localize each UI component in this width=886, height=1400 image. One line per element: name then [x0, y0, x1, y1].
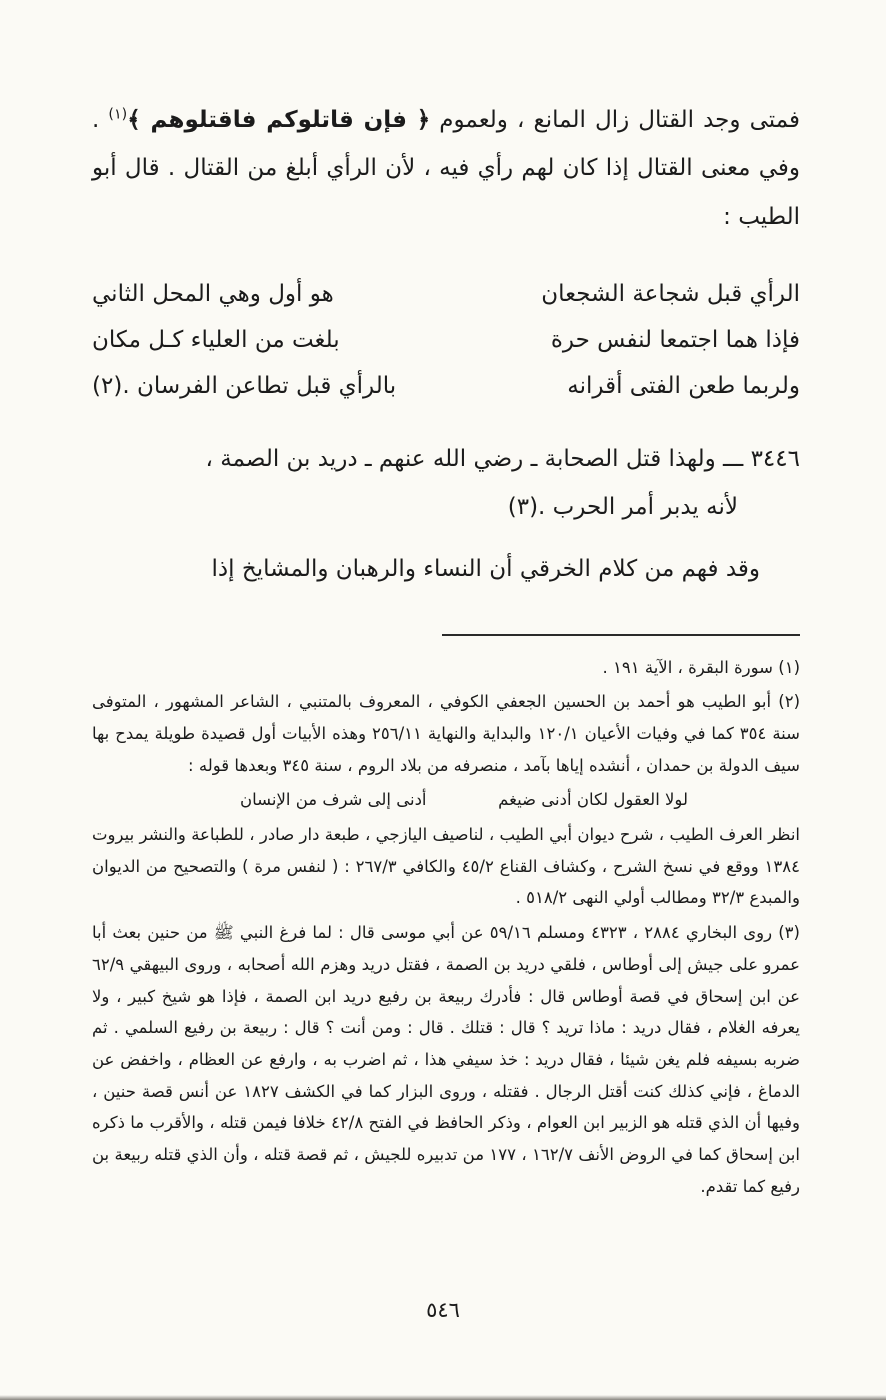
poem-row	[92, 271, 800, 317]
main-text	[92, 96, 800, 594]
footnote-3: (٣) روى البخاري ٢٨٨٤ ، ٤٣٢٣ ومسلم ٥٩/١٦ عن أبي موسى قال : لما فرغ النبي ﷺ من حنين بعث أبا عمرو على جيش إلى أوطاس ، فلقي دريد بن الصمة ، فقتل دريد وهزم الله أصحابه ، وروى البيهقي ٦٢/٩ عن ابن إسحاق في قصة أوطاس قال : فأدرك ربيعة بن رفيع دريد ابن الصمة ، فإذا هو شيخ كبير ، ولا يعرفه الغلام ، فقال دريد : ماذا تريد ؟ قال : قتلك . قال : ومن أنت ؟ قال : ربيعة بن رفيع السلمي . ثم ضربه بسيفه فلم يغن شيئا ، فقال دريد : خذ سيفي هذا ، ثم اضرب به ، وارفع عن العظام ، واخفض عن الدماغ ، فإني كذلك كنت أقتل الرجال . فقتله ، وروى البزار كما في الكشف ١٨٢٧ عن أنس قصة حنين ، وفيها أن الذي قتله هو الزبير ابن العوام ، وذكر الحافظ في الفتح ٤٢/٨ خلافا فيمن قتله ، والأقرب ما ذكره ابن إسحاق كما في الروض الأنف ١٦٢/٧ ، ١٧٧ من تدبيره للجيش ، ثم قصة قتله ، وأن الذي قتله ربيعة بن رفيع كما تقدم.	[92, 923, 800, 1196]
footnote-separator	[442, 634, 800, 636]
footnote-2: (٢) أبو الطيب هو أحمد بن الحسين الجعفي الكوفي ، المعروف بالمتنبي ، الشاعر المشهور ، المتوفى سنة ٣٥٤ كما في وفيات الأعيان ١٢٠/١ والبداية والنهاية ٢٥٦/١١ وهذه الأبيات أول قصيدة طويلة يمدح بها سيف الدولة بن حمدان ، أنشده إياها بآمد ، منصرفه من بلاد الروم ، سنة ٣٤٥ وبعدها قوله :	[92, 692, 800, 775]
footnote-ref-1: (١)	[108, 106, 128, 123]
poem-hemistich-left: بالرأي قبل تطاعن الفرسان .(٢)	[92, 372, 397, 399]
footnotes-section	[92, 652, 800, 1202]
poem-row	[92, 317, 800, 363]
paragraph-entry-3446	[92, 435, 800, 532]
footnote-2-verse	[92, 784, 800, 816]
poem-hemistich-right: فإذا هما اجتمعا لنفس حرة	[550, 326, 800, 353]
page-number: ٥٤٦	[426, 1298, 460, 1322]
entry-line-2: لأنه يدبر أمر الحرب .(٣)	[507, 494, 738, 521]
footnote-verse-left: أدنى إلى شرف من الإنسان	[240, 790, 427, 810]
quran-quote: ﴿ فإن قاتلوكم فاقتلوهم ﴾	[127, 107, 431, 133]
poem-row	[92, 363, 800, 409]
poem-hemistich-left: هو أول وهي المحل الثاني	[92, 280, 334, 307]
paragraph-intro	[92, 96, 800, 241]
intro-text-end: . وفي معنى القتال إذا كان لهم رأي فيه ، لأن الرأي أبلغ من القتال . قال أبو الطيب :	[92, 107, 800, 230]
poem-hemistich-left: بلغت من العلياء كـل مكان	[92, 326, 340, 353]
footnote-verse-right: لولا العقول لكان أدنى ضيغم	[498, 790, 688, 810]
entry-line-1: ٣٤٤٦ ـــ ولهذا قتل الصحابة ـ رضي الله عنهم ـ دريد بن الصمة ،	[205, 445, 800, 472]
poem-hemistich-right: الرأي قبل شجاعة الشجعان	[541, 280, 800, 307]
footnote-2-continued: انظر العرف الطيب ، شرح ديوان أبي الطيب ، لناصيف اليازجي ، طبعة دار صادر ، للطباعة والنشر بيروت ١٣٨٤ ووقع في نسخ الشرح ، وكشاف القناع ٤٥/٢ والكافي ٢٦٧/٣ : ( لنفس مرة ) والتصحيح من الديوان والمبدع ٣٢/٣ ومطالب أولي النهى ٥١٨/٢ .	[92, 825, 800, 908]
poem	[92, 271, 800, 409]
intro-text-start: فمتى وجد القتال زال المانع ، ولعموم	[430, 107, 800, 133]
paragraph-khiraqi: وقد فهم من كلام الخرقي أن النساء والرهبان والمشايخ إذا	[211, 556, 760, 583]
footnote-1: (١) سورة البقرة ، الآية ١٩١ .	[602, 657, 800, 677]
poem-hemistich-right: ولربما طعن الفتى أقرانه	[567, 372, 800, 399]
